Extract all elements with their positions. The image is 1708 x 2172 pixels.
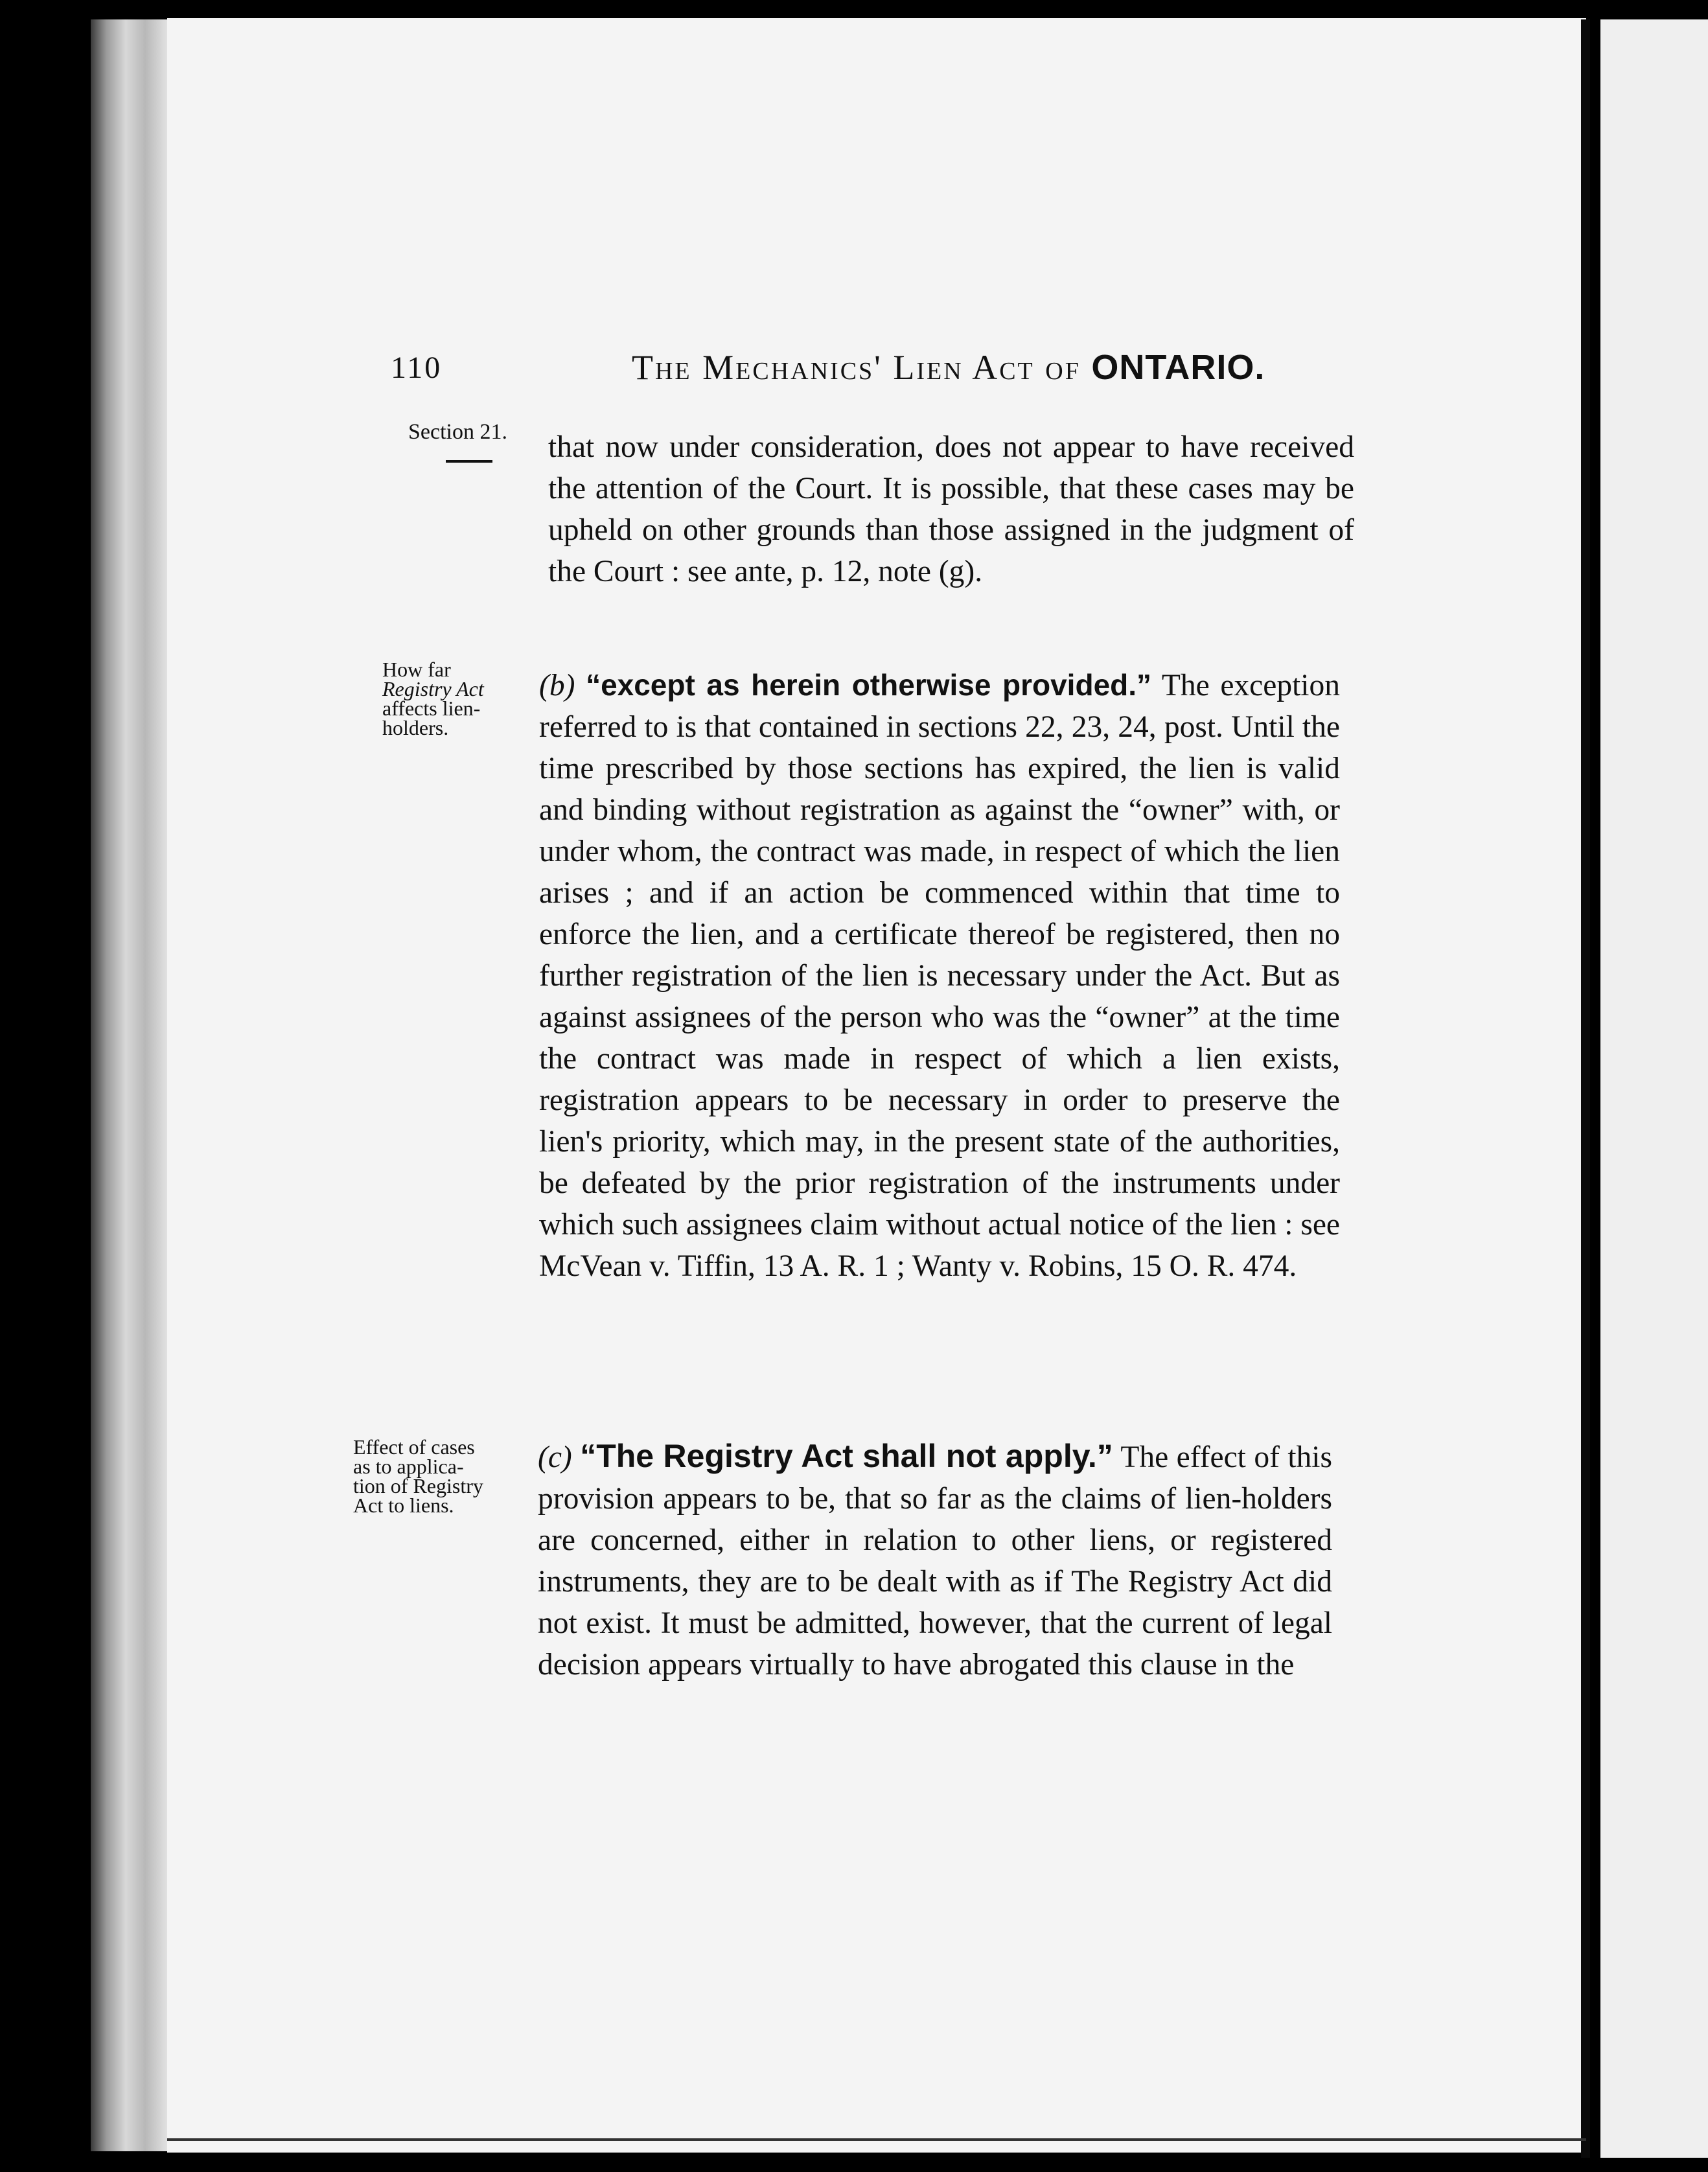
page-edge-shadow [1581, 19, 1590, 2158]
running-title [632, 347, 1265, 387]
section-margin-note: Section 21. [408, 420, 507, 444]
margin-note-line: affects lien- [382, 697, 481, 720]
margin-note-line: Effect of cases [353, 1435, 475, 1459]
paragraph-c [538, 1435, 1332, 1685]
paragraph-b-body: The exception referred to is that contained in sections 22, 23, 24, post. Until the time prescribed by those sections has expired, the lien is valid and binding without registration as against the “owner” with, or under whom, the contract was made, in respect of which the lien arises ; and if an action be commenced within that time to enforce the lien, and a certificate thereof be registered, then no further registration of the lien is necessary under the Act. But as against assignees of the person who was the “owner” at the time the contract was made in respect of which a lien exists, registration appears to be necessary in order to preserve the lien's priority, which may, in the present state of the authorities, be defeated by the prior registration of the instruments under which such assignees claim without actual notice of the lien : see McVean v. Tiffin, 13 A. R. 1 ; Wanty v. Robins, 15 O. R. 474. [539, 669, 1340, 1283]
paragraph-c-body: The effect of this provision appears to be, that so far as the claims of lien-holders are concerned, either in relation to other liens, or registered instruments, they are to be dealt with as if The Registry Act did not exist. It must be admitted, however, that the current of legal decision appears virtually to have abrogated this clause in the [538, 1440, 1332, 1681]
margin-note-line: Act to liens. [353, 1494, 454, 1517]
running-title-main: The Mechanics' Lien Act of [632, 348, 1081, 387]
paragraph-b-marker: (b) [539, 669, 575, 702]
page-bottom-edge [167, 2138, 1586, 2141]
paragraph-text: that now under consideration, does not appear to have received the attention of the Court. It is possible, that these cases may be upheld on other grounds than those assigned in the judgment of the Court : see ante, p. 12, note (g). [548, 430, 1354, 588]
paragraph-c-text [538, 1435, 1332, 1685]
margin-note-line: tion of Registry [353, 1474, 483, 1497]
book-spine [91, 19, 168, 2151]
paragraph-continuation [548, 426, 1354, 592]
paragraph-b-heading: “except as herein otherwise provided.” [586, 668, 1152, 702]
page-number: 110 [391, 351, 443, 385]
facing-page-edge [1600, 19, 1708, 2158]
paragraph-b [539, 664, 1340, 1287]
running-title-province: ONTARIO. [1091, 348, 1265, 387]
paragraph-c-marker: (c) [538, 1440, 572, 1474]
margin-note-line: as to applica- [353, 1455, 464, 1478]
paragraph-c-heading: “The Registry Act shall not apply.” [580, 1438, 1113, 1474]
paragraph-b-text [539, 664, 1340, 1287]
margin-note-line: Registry Act [382, 677, 484, 700]
section-rule [446, 460, 492, 463]
margin-note-line: How far [382, 658, 451, 681]
margin-note-line: holders. [382, 716, 449, 739]
margin-note-effect-of-cases [353, 1437, 541, 1515]
margin-note-registry-act [382, 660, 512, 737]
